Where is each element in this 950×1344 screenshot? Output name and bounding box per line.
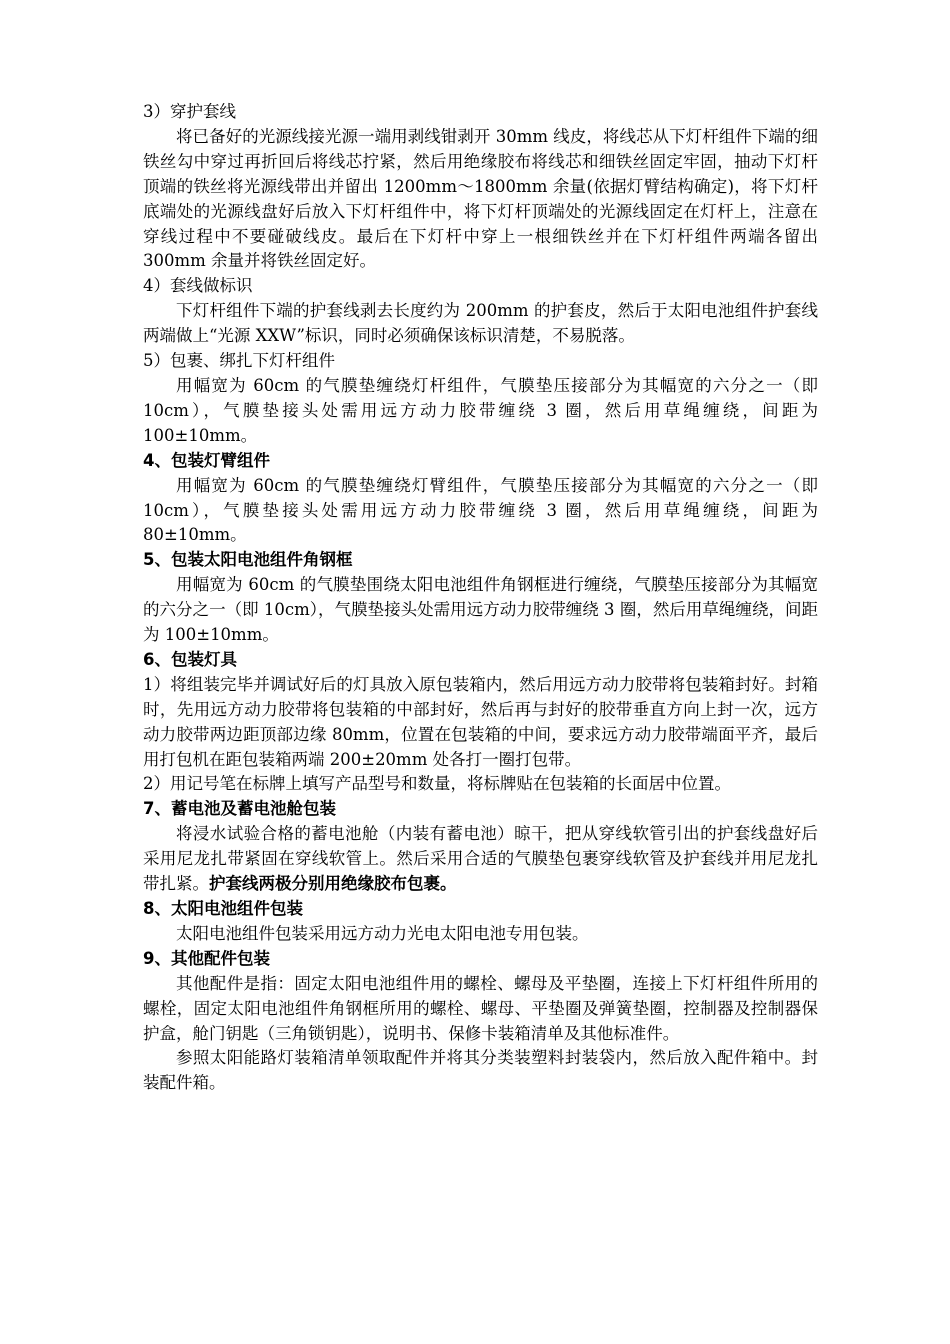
section-heading-lamp-packing: 6、包装灯具 — [143, 649, 237, 669]
paragraph-solar-module: 太阳电池组件包装采用远方动力光电太阳电池专用包装。 — [176, 923, 589, 943]
paragraph-lamp-packing-item-2: 2）用记号笔在标牌上填写产品型号和数量，将标牌贴在包装箱的长面居中位置。 — [143, 774, 731, 794]
paragraph-accessories-procedure: 参照太阳能路灯装箱清单领取配件并将其分类装塑料封装袋内，然后放入配件箱中。封装配件箱。 — [143, 1048, 818, 1093]
section-heading-battery: 7、蓄电池及蓄电池舱包装 — [143, 799, 336, 819]
paragraph-lamp-arm: 用幅宽为 60cm 的气膜垫缠绕灯臂组件，气膜垫压接部分为其幅宽的六分之一（即 10cm），气膜垫接头处需用远方动力胶带缠绕 3 圈，然后用草绳缠绕，间距为 80±10mm。 — [143, 475, 818, 545]
section-heading-angle-frame: 5、包装太阳电池组件角钢框 — [143, 550, 353, 570]
section-heading-solar-module: 8、太阳电池组件包装 — [143, 899, 303, 918]
paragraph-thread-sheath-wire: 将已备好的光源线接光源一端用剥线钳剥开 30mm 线皮，将线芯从下灯杆组件下端的细铁丝勾中穿过再折回后将线芯拧紧，然后用绝缘胶布将线芯和细铁丝固定牢固，抽动下灯杆顶端的铁丝将光源线带出并留出 1200mm～1800mm 余量(依据灯臂结构确定)，将下灯杆底端处的光源线盘好后放入下灯杆组件中，将下灯杆顶端处的光源线固定在灯杆上，注意在穿线过程中不要碰破线皮。最后在下灯杆中穿上一根细铁丝并在下灯杆组件两端各留出 300mm 余量并将铁丝固定好。 — [143, 126, 818, 271]
subsection-title-wrap-lower-pole: 5）包裹、绑扎下灯杆组件 — [143, 351, 335, 371]
paragraph-battery-bold-note: 护套线两极分别用绝缘胶布包裹。 — [209, 874, 457, 894]
section-heading-accessories: 9、其他配件包装 — [143, 948, 270, 968]
paragraph-wrap-lower-pole: 用幅宽为 60cm 的气膜垫缠绕灯杆组件，气膜垫压接部分为其幅宽的六分之一（即 10cm），气膜垫接头处需用远方动力胶带缠绕 3 圈，然后用草绳缠绕，间距为 100±10mm。 — [143, 375, 818, 445]
paragraph-lamp-packing-item-1: 1）将组装完毕并调试好后的灯具放入原包装箱内，然后用远方动力胶带将包装箱封好。封箱时，先用远方动力胶带将包装箱的中部封好，然后再与封好的胶带垂直方向上封一次，远方动力胶带两边距顶部边缘 80mm，位置在包装箱的中间，要求远方动力胶带端面平齐，最后用打包机在距包装箱两端 200±20mm 处各打一圈打包带。 — [143, 674, 818, 769]
subsection-title-wire-marking: 4）套线做标识 — [143, 276, 253, 296]
subsection-title-thread-sheath-wire: 3）穿护套线 — [143, 102, 236, 121]
paragraph-wire-marking: 下灯杆组件下端的护套线剥去长度约为 200mm 的护套皮，然后于太阳电池组件护套线两端做上“光源 XXW”标识，同时必须确保该标识清楚，不易脱落。 — [143, 301, 818, 346]
paragraph-battery-text: 将浸水试验合格的蓄电池舱（内装有蓄电池）晾干，把从穿线软管引出的护套线盘好后采用尼龙扎带紧固在穿线软管上。然后采用合适的气膜垫包裹穿线软管及护套线并用尼龙扎带扎紧。 — [143, 824, 818, 894]
paragraph-battery — [143, 822, 818, 897]
paragraph-accessories-definition: 其他配件是指：固定太阳电池组件用的螺栓、螺母及平垫圈，连接上下灯杆组件所用的螺栓，固定太阳电池组件角钢框所用的螺栓、螺母、平垫圈及弹簧垫圈，控制器及控制器保护盒，舱门钥匙（三角锁钥匙），说明书、保修卡装箱清单及其他标准件。 — [143, 973, 818, 1043]
document-body — [143, 100, 818, 1096]
paragraph-angle-frame: 用幅宽为 60cm 的气膜垫围绕太阳电池组件角钢框进行缠绕，气膜垫压接部分为其幅宽的六分之一（即 10cm），气膜垫接头处需用远方动力胶带缠绕 3 圈，然后用草绳缠绕，间距为 100±10mm。 — [143, 575, 818, 645]
section-heading-lamp-arm: 4、包装灯臂组件 — [143, 450, 270, 470]
